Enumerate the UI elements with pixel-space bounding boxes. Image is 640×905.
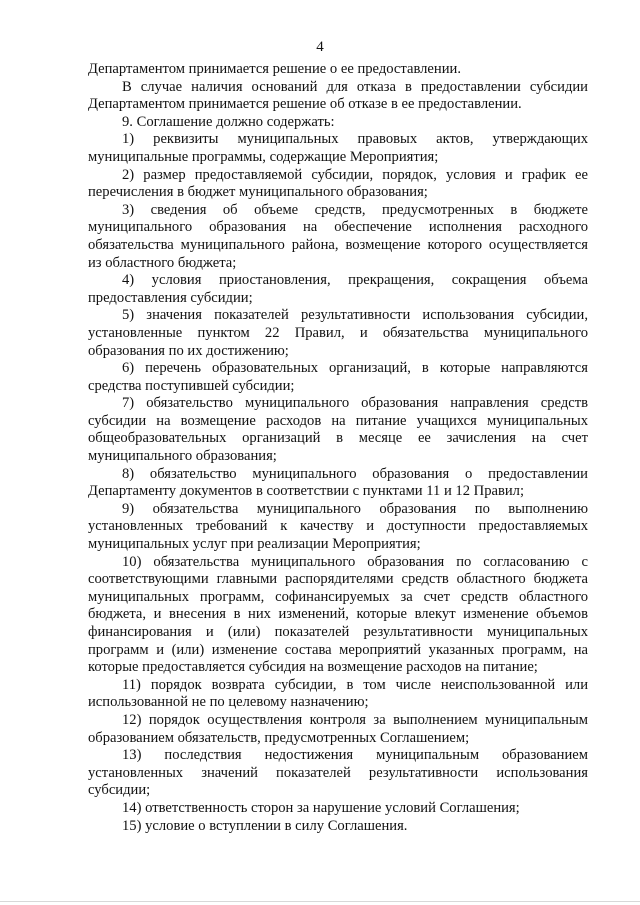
list-item: 8) обязательство муниципального образования о предоставлении Департаменту документов в соответствии с пунктами 11 и 12 Правил; [88,465,588,500]
section-heading: 9. Соглашение должно содержать: [122,113,335,130]
paragraph: Департаментом принимается решение о ее предоставлении. [88,61,461,77]
list-item: 5) значения показателей результативности использования субсидии, установленные пунктом 22 Правил, и обязательства муниципального образования по их достижению; [88,307,588,359]
page-number: 4 [316,39,324,55]
list-item: 13) последствия недостижения муниципальным образованием установленных значений показателей результативности использования субсидии; [88,747,588,799]
list-item: 2) размер предоставляемой субсидии, порядок, условия и график ее перечисления в бюджет муниципального образования; [88,166,588,201]
list-item: 4) условия приостановления, прекращения, сокращения объема предоставления субсидии; [88,272,588,306]
document-body [88,61,588,835]
list-item: 3) сведения об объеме средств, предусмотренных в бюджете муниципального образования на обеспечение исполнения расходного обязательства муниципального района, возмещение которого осуществляется из областного бюджета; [88,201,588,271]
list-item: 15) условие о вступлении в силу Соглашения. [122,817,408,834]
scan-edge-divider [0,901,640,902]
list-item: 12) порядок осуществления контроля за выполнением муниципальным образованием обязательств, предусмотренных Соглашением; [88,711,588,746]
list-item: 6) перечень образовательных организаций, в которые направляются средства поступившей субсидии; [88,360,588,394]
paragraph: В случае наличия оснований для отказа в предоставлении субсидии Департаментом принимается решение об отказе в ее предоставлении. [88,78,588,113]
list-item: 10) обязательства муниципального образования по согласованию с соответствующими главными распорядителями средств областного бюджета муниципальных программ, софинансируемых за счет средств областного бюджета, и внесения в них изменений, которые влекут изменение объемов финансирования и (или) показателей результативности муниципальных программ и (или) изменение состава мероприятий указанных программ, на которые предоставляется субсидия на возмещение расходов на питание; [88,553,588,676]
list-item: 1) реквизиты муниципальных правовых актов, утверждающих муниципальные программы, содержащие Мероприятия; [88,131,588,165]
list-item: 14) ответственность сторон за нарушение условий Соглашения; [122,799,520,816]
list-item: 7) обязательство муниципального образования направления средств субсидии на возмещение расходов на питание учащихся муниципальных общеобразовательных организаций в месяце ее зачисления на счет муниципального образования; [88,395,588,465]
list-item: 9) обязательства муниципального образования по выполнению установленных требований к качеству и доступности предоставляемых муниципальных услуг при реализации Мероприятия; [88,500,588,553]
list-item: 11) порядок возврата субсидии, в том числе неиспользованной или использованной не по целевому назначению; [88,676,588,711]
